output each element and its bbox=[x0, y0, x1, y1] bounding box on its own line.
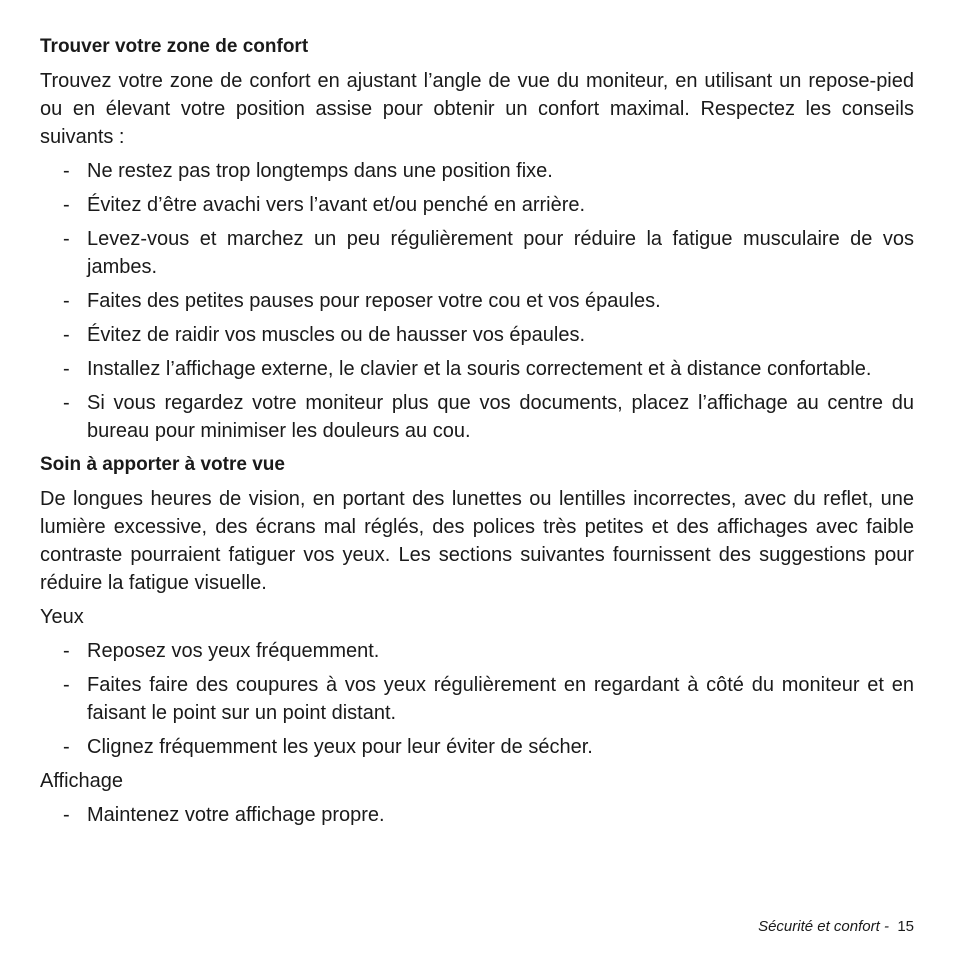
comfort-zone-intro: Trouvez votre zone de confort en ajustant l’angle de vue du moniteur, en utilisant un repose-pied ou en élevant votre position assise pour obtenir un confort maximal. Respectez les conseils suivants : bbox=[40, 70, 914, 148]
eye-care-intro: De longues heures de vision, en portant des lunettes ou lentilles incorrectes, avec du reflet, une lumière excessive, des écrans mal réglés, des polices très petites et des affichages avec faible contraste pourraient fatiguer vos yeux. Les sections suivantes fournissent des suggestions pour réduire la fatigue visuelle. bbox=[40, 488, 914, 594]
list-item bbox=[40, 355, 914, 383]
list-item-text: Levez-vous et marchez un peu régulièrement pour réduire la fatigue musculaire de vos jambes. bbox=[87, 228, 914, 278]
list-item bbox=[40, 637, 914, 665]
footer-section-title: Sécurité et confort - bbox=[758, 918, 889, 935]
list-item-text: Maintenez votre affichage propre. bbox=[87, 804, 385, 826]
list-item-text: Si vous regardez votre moniteur plus que vos documents, placez l’affichage au centre du bureau pour minimiser les douleurs au cou. bbox=[87, 392, 914, 442]
list-item bbox=[40, 389, 914, 445]
list-item-text: Évitez d’être avachi vers l’avant et/ou penché en arrière. bbox=[87, 194, 586, 216]
list-item-text: Reposez vos yeux fréquemment. bbox=[87, 640, 380, 662]
bullet-dash: - bbox=[63, 674, 70, 696]
list-item-text: Évitez de raidir vos muscles ou de hausser vos épaules. bbox=[87, 324, 586, 346]
document-page bbox=[40, 33, 914, 835]
subsection-label-display: Affichage bbox=[40, 770, 124, 792]
subsection-label-eyes: Yeux bbox=[40, 606, 84, 628]
list-item bbox=[40, 191, 914, 219]
list-item-text: Ne restez pas trop longtemps dans une position fixe. bbox=[87, 160, 553, 182]
list-item-text: Clignez fréquemment les yeux pour leur éviter de sécher. bbox=[87, 736, 593, 758]
bullet-dash: - bbox=[63, 228, 70, 250]
list-item bbox=[40, 321, 914, 349]
bullet-dash: - bbox=[63, 324, 70, 346]
list-item-text: Faites faire des coupures à vos yeux régulièrement en regardant à côté du moniteur et en faisant le point sur un point distant. bbox=[87, 674, 914, 724]
bullet-dash: - bbox=[63, 640, 70, 662]
page-number: 15 bbox=[897, 918, 914, 935]
bullet-dash: - bbox=[63, 804, 70, 826]
list-item bbox=[40, 157, 914, 185]
bullet-dash: - bbox=[63, 194, 70, 216]
list-item bbox=[40, 733, 914, 761]
bullet-dash: - bbox=[63, 160, 70, 182]
list-item bbox=[40, 287, 914, 315]
bullet-dash: - bbox=[63, 392, 70, 414]
list-item-text: Faites des petites pauses pour reposer votre cou et vos épaules. bbox=[87, 290, 661, 312]
comfort-tips-list bbox=[40, 157, 914, 445]
list-item bbox=[40, 671, 914, 727]
section-heading-eye-care: Soin à apporter à votre vue bbox=[40, 454, 285, 475]
bullet-dash: - bbox=[63, 736, 70, 758]
bullet-dash: - bbox=[63, 358, 70, 380]
page-footer bbox=[758, 918, 914, 935]
display-tips-list bbox=[40, 801, 914, 829]
list-item bbox=[40, 801, 914, 829]
bullet-dash: - bbox=[63, 290, 70, 312]
eyes-tips-list bbox=[40, 637, 914, 761]
list-item-text: Installez l’affichage externe, le clavier et la souris correctement et à distance confortable. bbox=[87, 358, 872, 380]
section-heading-comfort-zone: Trouver votre zone de confort bbox=[40, 36, 309, 57]
list-item bbox=[40, 225, 914, 281]
